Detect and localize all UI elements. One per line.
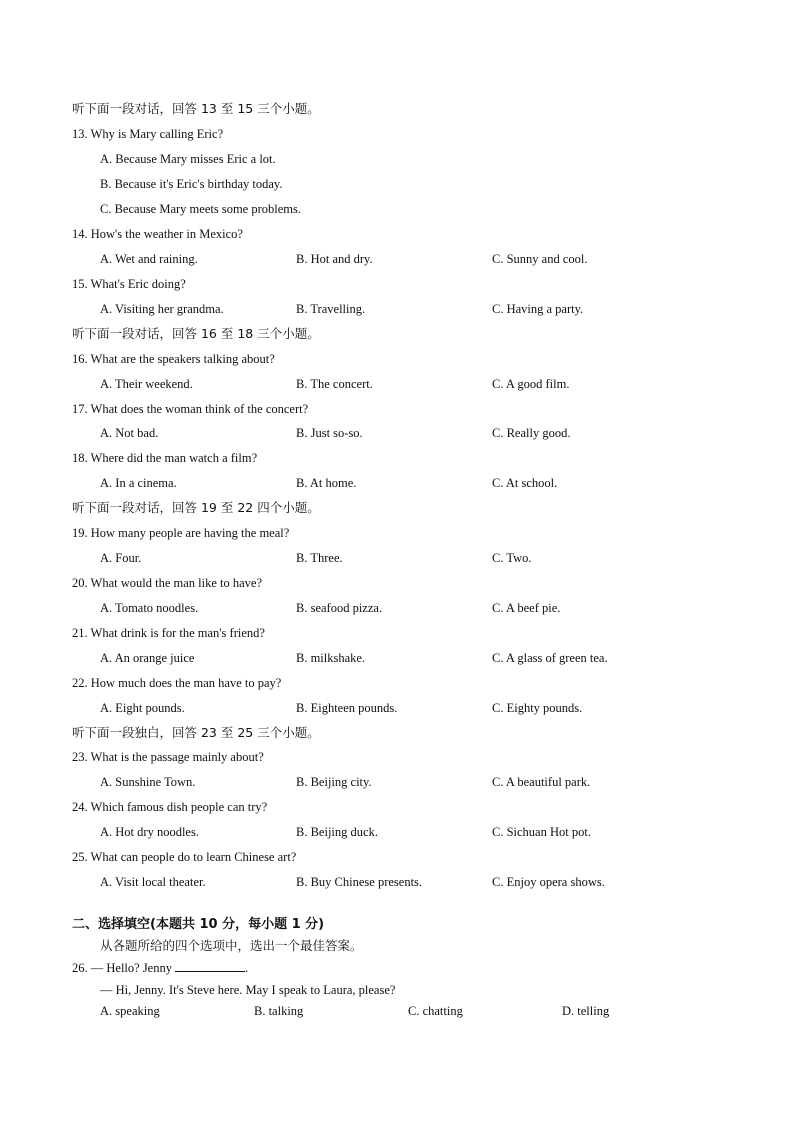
option-26c[interactable]: C. chatting	[408, 1004, 463, 1018]
question-22: 22. How much does the man have to pay?	[72, 676, 282, 690]
question-23: 23. What is the passage mainly about?	[72, 750, 264, 764]
option-21b[interactable]: B. milkshake.	[296, 651, 366, 665]
option-26a[interactable]: A. speaking	[100, 1004, 160, 1018]
question-14: 14. How's the weather in Mexico?	[72, 227, 243, 241]
option-26b[interactable]: B. talking	[254, 1004, 304, 1018]
question-13: 13. Why is Mary calling Eric?	[72, 127, 224, 141]
option-17b[interactable]: B. Just so-so.	[296, 426, 363, 440]
option-19a[interactable]: A. Four.	[100, 551, 142, 565]
option-22a[interactable]: A. Eight pounds.	[100, 701, 185, 715]
option-17a[interactable]: A. Not bad.	[100, 426, 159, 440]
option-13b[interactable]: B. Because it's Eric's birthday today.	[100, 177, 283, 191]
option-23a[interactable]: A. Sunshine Town.	[100, 775, 196, 789]
option-13a[interactable]: A. Because Mary misses Eric a lot.	[100, 152, 276, 166]
option-18c[interactable]: C. At school.	[492, 476, 558, 490]
option-23b[interactable]: B. Beijing city.	[296, 775, 372, 789]
question-17: 17. What does the woman think of the concert?	[72, 402, 309, 416]
question-26-prefix: 26. — Hello? Jenny	[72, 961, 172, 975]
option-19c[interactable]: C. Two.	[492, 551, 532, 565]
option-13c[interactable]: C. Because Mary meets some problems.	[100, 202, 301, 216]
option-20c[interactable]: C. A beef pie.	[492, 601, 561, 615]
option-15c[interactable]: C. Having a party.	[492, 302, 584, 316]
question-25: 25. What can people do to learn Chinese art?	[72, 850, 297, 864]
question-26-suffix: .	[245, 961, 249, 975]
question-15: 15. What's Eric doing?	[72, 277, 186, 291]
option-24b[interactable]: B. Beijing duck.	[296, 825, 378, 839]
option-22c[interactable]: C. Eighty pounds.	[492, 701, 583, 715]
section-instruction: 从各题所给的四个选项中，选出一个最佳答案。	[100, 938, 363, 953]
option-25b[interactable]: B. Buy Chinese presents.	[296, 875, 423, 889]
option-16b[interactable]: B. The concert.	[296, 377, 373, 391]
option-20a[interactable]: A. Tomato noodles.	[100, 601, 199, 615]
option-23c[interactable]: C. A beautiful park.	[492, 775, 591, 789]
option-14b[interactable]: B. Hot and dry.	[296, 252, 373, 266]
option-18b[interactable]: B. At home.	[296, 476, 357, 490]
option-14c[interactable]: C. Sunny and cool.	[492, 252, 588, 266]
question-26	[72, 960, 248, 976]
option-24c[interactable]: C. Sichuan Hot pot.	[492, 825, 591, 839]
option-24a[interactable]: A. Hot dry noodles.	[100, 825, 199, 839]
section-instruction: 听下面一段对话，回答 19 至 22 四个小题。	[72, 500, 320, 515]
option-16a[interactable]: A. Their weekend.	[100, 377, 193, 391]
option-26d[interactable]: D. telling	[562, 1004, 610, 1018]
question-19: 19. How many people are having the meal?	[72, 526, 290, 540]
section-title: 二、选择填空(本题共 10 分，每小题 1 分)	[72, 917, 325, 932]
option-25c[interactable]: C. Enjoy opera shows.	[492, 875, 605, 889]
option-15b[interactable]: B. Travelling.	[296, 302, 366, 316]
option-25a[interactable]: A. Visit local theater.	[100, 875, 206, 889]
section-instruction: 听下面一段对话，回答 13 至 15 三个小题。	[72, 101, 320, 116]
question-24: 24. Which famous dish people can try?	[72, 800, 268, 814]
option-15a[interactable]: A. Visiting her grandma.	[100, 302, 224, 316]
option-17c[interactable]: C. Really good.	[492, 426, 571, 440]
option-20b[interactable]: B. seafood pizza.	[296, 601, 383, 615]
question-26-reply: — Hi, Jenny. It's Steve here. May I speak to Laura, please?	[100, 983, 396, 997]
option-16c[interactable]: C. A good film.	[492, 377, 570, 391]
option-19b[interactable]: B. Three.	[296, 551, 343, 565]
option-14a[interactable]: A. Wet and raining.	[100, 252, 198, 266]
section-instruction: 听下面一段独白，回答 23 至 25 三个小题。	[72, 725, 320, 740]
question-20: 20. What would the man like to have?	[72, 576, 262, 590]
question-16: 16. What are the speakers talking about?	[72, 352, 275, 366]
option-22b[interactable]: B. Eighteen pounds.	[296, 701, 398, 715]
question-21: 21. What drink is for the man's friend?	[72, 626, 265, 640]
answer-blank[interactable]	[175, 960, 245, 972]
section-instruction: 听下面一段对话，回答 16 至 18 三个小题。	[72, 326, 320, 341]
option-18a[interactable]: A. In a cinema.	[100, 476, 177, 490]
option-21a[interactable]: A. An orange juice	[100, 651, 195, 665]
question-18: 18. Where did the man watch a film?	[72, 451, 258, 465]
option-21c[interactable]: C. A glass of green tea.	[492, 651, 608, 665]
